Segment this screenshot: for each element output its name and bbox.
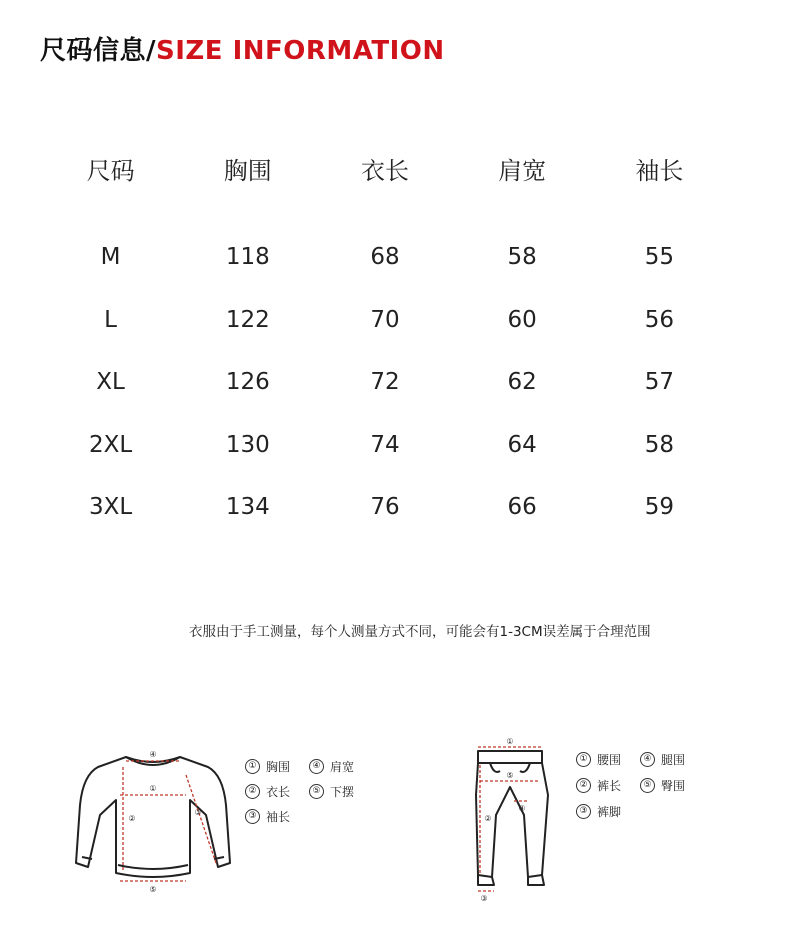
legend-label: 臀围 <box>661 779 686 793</box>
table-cell: 76 <box>370 494 400 521</box>
table-cell: 118 <box>225 244 270 271</box>
column-header: 肩宽 <box>498 156 547 185</box>
legend-item <box>309 758 354 775</box>
table-cell: 2XL <box>88 431 133 458</box>
page-title <box>40 30 445 67</box>
legend-number-icon: ① <box>245 759 260 774</box>
pants-marker: ④ <box>518 804 526 813</box>
top-marker: ⑤ <box>149 885 157 894</box>
legend-label: 肩宽 <box>330 760 355 774</box>
table-header-row <box>42 148 728 188</box>
size-table <box>42 148 728 539</box>
table-cell: 72 <box>370 369 400 396</box>
table-row <box>42 414 728 477</box>
pants-marker: ⑤ <box>506 771 514 780</box>
table-cell: 66 <box>507 494 537 521</box>
legend-label: 腿围 <box>661 753 686 767</box>
column-header: 尺码 <box>86 156 135 185</box>
legend-item <box>245 808 290 825</box>
table-cell: XL <box>96 369 125 396</box>
legend-number-icon: ③ <box>576 804 591 819</box>
table-cell: 70 <box>370 306 400 333</box>
table-row <box>42 476 728 539</box>
legend-number-icon: ① <box>576 752 591 767</box>
table-cell: 122 <box>225 306 270 333</box>
table-cell: L <box>104 306 117 333</box>
top-marker: ② <box>128 814 136 823</box>
table-cell: 3XL <box>88 494 133 521</box>
pants-marker: ① <box>506 737 514 746</box>
table-cell: 134 <box>225 494 270 521</box>
title-separator: / <box>146 36 157 66</box>
table-cell: 58 <box>507 244 537 271</box>
column-header: 袖长 <box>635 156 684 185</box>
legend-number-icon: ② <box>576 778 591 793</box>
legend-number-icon: ④ <box>309 759 324 774</box>
top-marker: ③ <box>194 808 202 817</box>
legend-item <box>576 751 621 768</box>
legend-label: 下摆 <box>330 785 355 799</box>
top-marker: ① <box>149 784 157 793</box>
column-header: 衣长 <box>360 156 409 185</box>
legend-number-icon: ② <box>245 784 260 799</box>
table-cell: 58 <box>644 431 674 458</box>
table-cell: 57 <box>644 369 674 396</box>
legend-label: 腰围 <box>597 753 622 767</box>
table-cell: 55 <box>644 244 674 271</box>
table-cell: 64 <box>507 431 537 458</box>
legend-label: 裤长 <box>597 779 622 793</box>
column-header: 胸围 <box>223 156 272 185</box>
table-cell: 68 <box>370 244 400 271</box>
table-cell: 62 <box>507 369 537 396</box>
legend-item <box>640 751 685 768</box>
legend-item <box>576 777 621 794</box>
legend-item <box>640 777 685 794</box>
legend-label: 胸围 <box>266 760 291 774</box>
legend-item <box>245 758 290 775</box>
legend-label: 衣长 <box>266 785 291 799</box>
table-cell: 126 <box>225 369 270 396</box>
table-cell: 56 <box>644 306 674 333</box>
table-row <box>42 226 728 289</box>
legend-label: 裤脚 <box>597 805 622 819</box>
legend-number-icon: ④ <box>640 752 655 767</box>
legend-number-icon: ⑤ <box>309 784 324 799</box>
sweatshirt-diagram <box>68 745 238 895</box>
legend-label: 袖长 <box>266 810 291 824</box>
pants-marker: ② <box>484 814 492 823</box>
title-en: SIZE INFORMATION <box>156 36 445 66</box>
legend-item <box>245 783 290 800</box>
pants-diagram <box>470 735 560 905</box>
table-cell: M <box>100 244 121 271</box>
legend-item <box>309 783 354 800</box>
table-row <box>42 351 728 414</box>
table-cell: 130 <box>225 431 270 458</box>
legend-number-icon: ③ <box>245 809 260 824</box>
top-marker: ④ <box>149 750 157 759</box>
measurement-note: 衣服由于手工测量，每个人测量方式不同，可能会有1-3CM误差属于合理范围 <box>189 624 651 640</box>
table-cell: 74 <box>370 431 400 458</box>
table-cell: 60 <box>507 306 537 333</box>
title-cn: 尺码信息 <box>40 36 147 66</box>
legend-number-icon: ⑤ <box>640 778 655 793</box>
table-row <box>42 289 728 352</box>
table-cell: 59 <box>644 494 674 521</box>
legend-item <box>576 803 621 820</box>
pants-marker: ③ <box>480 894 488 903</box>
